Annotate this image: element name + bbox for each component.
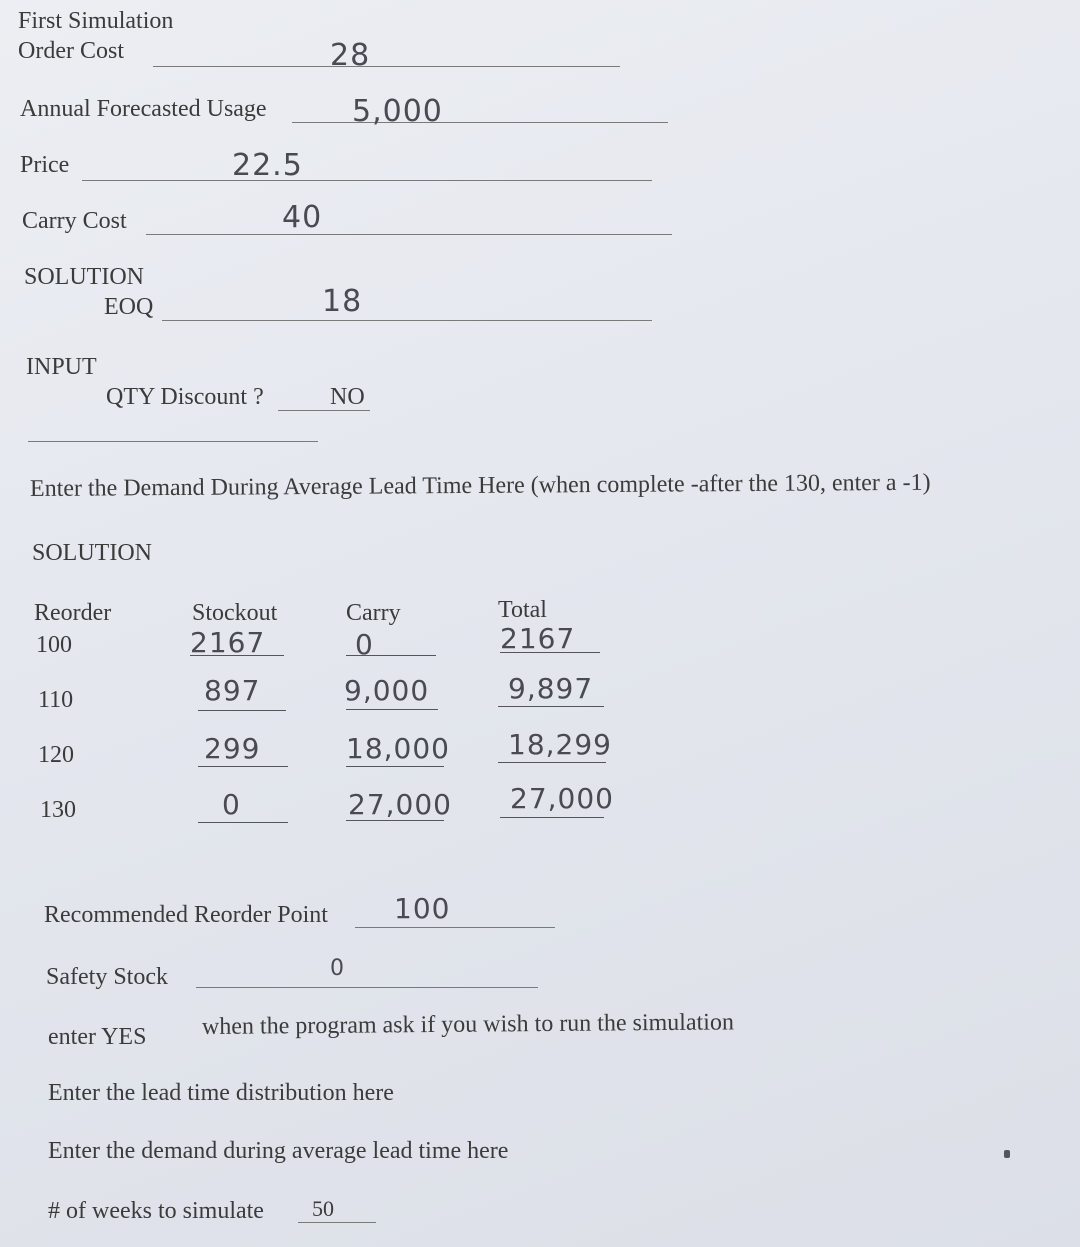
safety-stock-label: Safety Stock xyxy=(46,964,168,990)
carry-cost-value: 40 xyxy=(282,200,323,235)
row-carry: 18,000 xyxy=(346,732,450,765)
col-header-total: Total xyxy=(498,597,547,623)
col-header-reorder: Reorder xyxy=(34,600,112,626)
col-header-carry: Carry xyxy=(346,600,401,626)
row-reorder: 100 xyxy=(36,632,72,658)
row-reorder: 120 xyxy=(38,742,74,768)
qty-discount-label: QTY Discount ? xyxy=(106,384,264,410)
order-cost-line xyxy=(153,66,620,67)
row-stockout: 299 xyxy=(204,732,261,765)
eoq-line xyxy=(162,320,652,321)
recommended-reorder-label: Recommended Reorder Point xyxy=(44,902,328,928)
col-header-stockout: Stockout xyxy=(192,600,278,626)
row-total: 2167 xyxy=(500,622,576,655)
annual-usage-line xyxy=(292,122,668,123)
recommended-reorder-line xyxy=(355,927,555,928)
row-total-line xyxy=(500,817,604,818)
price-label: Price xyxy=(20,152,70,178)
row-stockout-line xyxy=(198,766,288,767)
weeks-label: # of weeks to simulate xyxy=(48,1198,264,1224)
row-stockout-line xyxy=(198,710,286,711)
annual-usage-label: Annual Forecasted Usage xyxy=(20,96,267,122)
row-total-line xyxy=(498,762,606,763)
row-reorder: 130 xyxy=(40,797,76,823)
row-carry: 27,000 xyxy=(348,788,452,821)
safety-stock-line xyxy=(196,987,538,988)
row-carry: 0 xyxy=(355,628,374,661)
page-title: First Simulation xyxy=(18,8,174,34)
run-sim-note: when the program ask if you wish to run the simulation xyxy=(201,1009,735,1040)
row-stockout-line xyxy=(198,822,288,823)
row-stockout-line xyxy=(190,655,284,656)
row-carry-line xyxy=(346,655,436,656)
input-heading: INPUT xyxy=(26,354,97,380)
eoq-value: 18 xyxy=(322,284,363,319)
solution2-heading: SOLUTION xyxy=(32,540,152,566)
price-value: 22.5 xyxy=(232,148,303,183)
weeks-line xyxy=(298,1222,376,1223)
solution-heading: SOLUTION xyxy=(24,264,144,290)
row-stockout: 2167 xyxy=(190,626,266,659)
row-stockout: 0 xyxy=(222,788,241,821)
carry-cost-label: Carry Cost xyxy=(22,208,127,234)
carry-cost-line xyxy=(146,234,672,235)
weeks-value: 50 xyxy=(312,1196,334,1221)
row-carry-line xyxy=(346,820,444,821)
row-carry: 9,000 xyxy=(344,674,430,707)
row-reorder: 110 xyxy=(38,687,74,713)
row-carry-line xyxy=(346,709,438,710)
price-line xyxy=(82,180,652,181)
qty-discount-value: NO xyxy=(330,384,365,410)
safety-stock-value: 0 xyxy=(330,956,345,981)
row-total: 27,000 xyxy=(510,782,614,815)
row-total-line xyxy=(500,652,600,653)
order-cost-label: Order Cost xyxy=(18,38,124,64)
row-total: 9,897 xyxy=(508,672,594,705)
row-total-line xyxy=(498,706,604,707)
row-stockout: 897 xyxy=(204,674,261,707)
row-total: 18,299 xyxy=(508,728,612,761)
annual-usage-value: 5,000 xyxy=(352,94,443,129)
lead-time-label: Enter the lead time distribution here xyxy=(48,1080,394,1106)
demand-instruction: Enter the Demand During Average Lead Time Here (when complete -after the 130, enter a -1) xyxy=(29,469,931,502)
ink-speck xyxy=(1004,1150,1010,1158)
blank-input-line xyxy=(28,441,318,442)
eoq-label: EOQ xyxy=(104,294,154,320)
recommended-reorder-value: 100 xyxy=(394,892,451,925)
order-cost-value: 28 xyxy=(330,38,371,73)
row-carry-line xyxy=(346,766,444,767)
demand-lead-label: Enter the demand during average lead time here xyxy=(48,1138,509,1164)
run-sim-label: enter YES xyxy=(48,1024,147,1050)
